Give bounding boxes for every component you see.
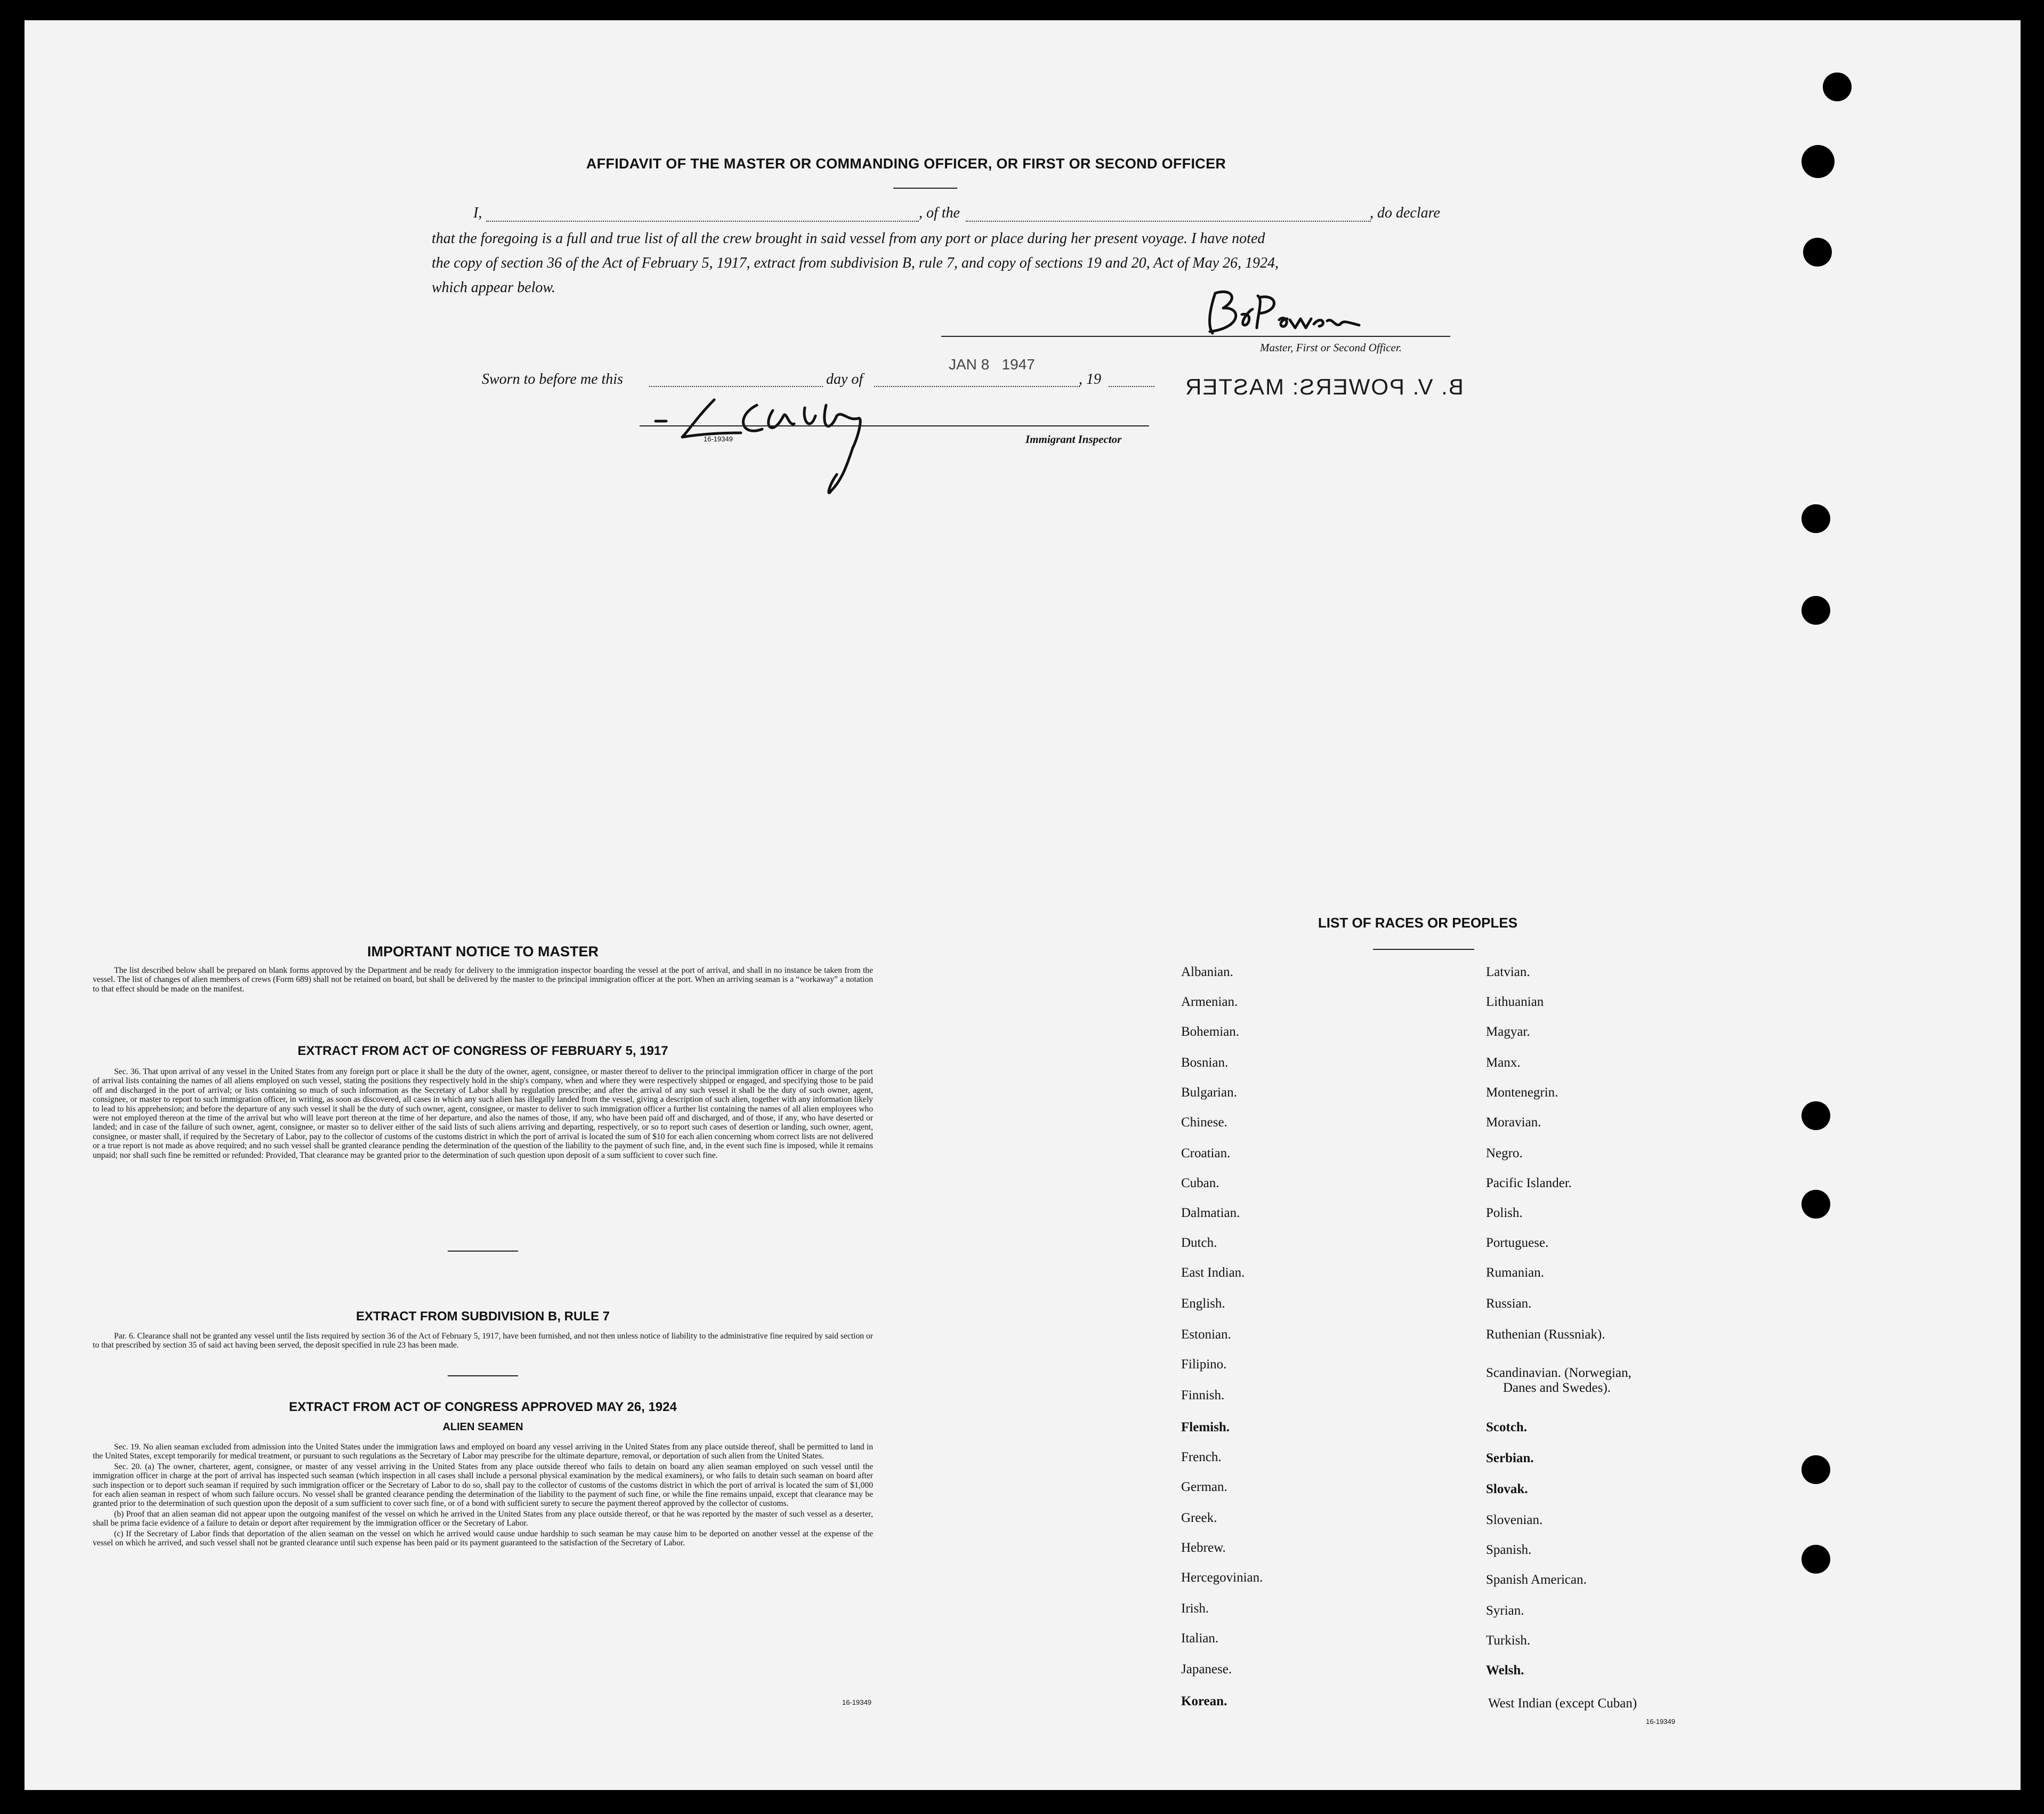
notice-title: IMPORTANT NOTICE TO MASTER bbox=[367, 944, 599, 960]
race-item: Danes and Swedes). bbox=[1503, 1381, 1611, 1395]
race-item: Magyar. bbox=[1486, 1025, 1530, 1039]
race-item: Lithuanian bbox=[1486, 995, 1544, 1009]
notice-text bbox=[93, 966, 873, 995]
punch-hole bbox=[1823, 72, 1852, 101]
race-item: Polish. bbox=[1486, 1206, 1523, 1220]
race-item: Spanish. bbox=[1486, 1543, 1532, 1557]
race-item: Croatian. bbox=[1181, 1146, 1231, 1160]
race-item: West Indian (except Cuban) bbox=[1488, 1696, 1637, 1711]
section-20b-paragraph: (b) Proof that an alien seaman did not appear upon the outgoing manifest of the vessel on which he arrived in the United States from any place outside thereof, or that he was reported by the master of such vessel as a deserter, shall be prima facie evidence of a failure to detain or deport after requirement by the immigration officer or the Secretary of Labor. bbox=[93, 1509, 873, 1528]
alien-seamen-subtitle: ALIEN SEAMEN bbox=[442, 1421, 523, 1433]
form-number: 16-19349 bbox=[1646, 1718, 1675, 1726]
race-item: Slovak. bbox=[1486, 1482, 1528, 1496]
master-name-stamp: B. V. POWERS: MASTER bbox=[1184, 374, 1464, 399]
race-item: Korean. bbox=[1181, 1694, 1227, 1708]
sworn-year: , 19 bbox=[1079, 371, 1101, 388]
race-item: East Indian. bbox=[1181, 1265, 1245, 1280]
inspector-caption: Immigrant Inspector bbox=[1025, 433, 1122, 446]
inspector-signature-line[interactable] bbox=[640, 425, 1149, 426]
declaration-text-line: which appear below. bbox=[432, 279, 556, 296]
affidavit-title: AFFIDAVIT OF THE MASTER OR COMMANDING OFFICER, OR FIRST OR SECOND OFFICER bbox=[586, 156, 1226, 172]
race-item: Serbian. bbox=[1486, 1451, 1534, 1465]
race-item: English. bbox=[1181, 1296, 1225, 1311]
race-item: Ruthenian (Russniak). bbox=[1486, 1327, 1605, 1342]
race-item: Irish. bbox=[1181, 1601, 1209, 1616]
race-item: Welsh. bbox=[1486, 1663, 1524, 1678]
race-item: Filipino. bbox=[1181, 1357, 1227, 1372]
title-underline bbox=[893, 188, 957, 189]
declaration-suffix: , do declare bbox=[1370, 205, 1440, 221]
race-item: German. bbox=[1181, 1480, 1227, 1494]
race-item: Japanese. bbox=[1181, 1662, 1232, 1676]
race-item: Portuguese. bbox=[1486, 1236, 1549, 1250]
form-number: 16-19349 bbox=[842, 1698, 871, 1706]
punch-hole bbox=[1801, 1190, 1830, 1219]
punch-hole bbox=[1801, 1101, 1830, 1130]
sworn-year-field[interactable] bbox=[1109, 386, 1154, 387]
race-item: Bulgarian. bbox=[1181, 1085, 1237, 1100]
race-item: Negro. bbox=[1486, 1146, 1523, 1160]
race-item: Syrian. bbox=[1486, 1603, 1524, 1618]
race-item: Bohemian. bbox=[1181, 1025, 1240, 1039]
sworn-day-of: day of bbox=[826, 371, 863, 388]
extract-1924-title: EXTRACT FROM ACT OF CONGRESS APPROVED MAY 26, 1924 bbox=[289, 1400, 677, 1414]
race-item: Bosnian. bbox=[1181, 1055, 1229, 1070]
declaration-prefix: I, bbox=[473, 205, 482, 221]
section-36-paragraph: Sec. 36. That upon arrival of any vessel in the United States from any foreign port or place it shall be the duty of the owner, agent, consignee, or master thereof to deliver to the principal immigration officer in charge of the port of arrival lists containing the names of all aliens employed on such vessel, stating the positions they respectively hold in the ship's company, when and where they were respectively shipped or engaged, and specifying those to be paid off and discharged in the port of arrival; or lists containing so much of such information as the Secretary of Labor shall by regulation prescribe; and after the arrival of any such vessel it shall be the duty of such owner, agent, consignee, or master to report to such immigration officer, in writing, as soon as discovered, all cases in which any such alien has illegally landed from the vessel, giving a description of such alien, together with any information likely to lead to his apprehension; and before the departure of any such vessel it shall be the duty of such owner, agent, consignee, or master to deliver to such immigration officer a further list containing the names of all alien employees who were not employed thereon at the time of the arrival but who will leave port thereon at the time of her departure, and also the names of those, if any, who have been paid off and discharged, and of those, if any, who have deserted or landed; and in case of the failure of such owner, agent, consignee, or master so to deliver either of the said lists of such aliens arriving and departing, respectively, or so to report such cases of desertion or landing, such owner, agent, consignee, or master shall, if required by the Secretary of Labor, pay to the collector of customs of the customs district in which the port of arrival is located the sum of $10 for each alien concerning whom correct lists are not delivered or a true report is not made as above required; and no such vessel shall be granted clearance pending the determination of the question of the liability to the payment of such fine, and, in the event such fine is imposed, while it remains unpaid; nor shall such fine be remitted or refunded: Provided, That clearance may be granted prior to the determination of such question upon deposit of a sum sufficient to cover such fine. bbox=[93, 1067, 873, 1160]
extract-1924-text bbox=[93, 1442, 873, 1549]
race-item: Manx. bbox=[1486, 1055, 1521, 1070]
extract-1917-text bbox=[93, 1067, 873, 1161]
race-item: Armenian. bbox=[1181, 995, 1238, 1009]
rule7-title: EXTRACT FROM SUBDIVISION B, RULE 7 bbox=[356, 1309, 610, 1324]
section-19-paragraph: Sec. 19. No alien seaman excluded from admission into the United States under the immigration laws and employed on board any vessel arriving in the United States from any place outside thereof, shall be permitted to land in the United States, except temporarily for medical treatment, or pursuant to such regulations as the Secretary of Labor may prescribe for the ultimate departure, removal, or deportation of such alien from the United States. bbox=[93, 1442, 873, 1461]
race-item: Scandinavian. (Norwegian, bbox=[1486, 1366, 1631, 1380]
declaration-text-line: the copy of section 36 of the Act of February 5, 1917, extract from subdivision B, rule 7, and copy of sections 19 and 20, Act of May 26, 1924, bbox=[432, 255, 1279, 271]
race-item: Greek. bbox=[1181, 1511, 1217, 1525]
rule7-text bbox=[93, 1332, 873, 1351]
section-20a-paragraph: Sec. 20. (a) The owner, charterer, agent, consignee, or master of any vessel arriving in the United States from any place outside thereof who fails to detain on board any alien seaman employed on such vessel until the immigration officer in charge at the port of arrival has inspected such seaman (which inspection in all cases shall include a personal physical examination by the medical examiners), or who fails to detain such seaman on board after such inspection or to deport such seaman if required by such immigration officer or the Secretary of Labor to do so, shall pay to the collector of customs of the customs district in which the port of arrival is located the sum of $1,000 for each alien seaman in respect of whom such failure occurs. No vessel shall be granted clearance pending the determination of the liability to the payment of such fine, or while the fine remains unpaid, except that clearance may be granted prior to the determination of such question upon the deposit of a sum sufficient to cover such fine, or of a bond with sufficient surety to secure the payment thereof approved by the collector of customs. bbox=[93, 1462, 873, 1509]
races-title: LIST OF RACES OR PEOPLES bbox=[1318, 915, 1518, 931]
punch-hole bbox=[1801, 1455, 1830, 1484]
race-item: Spanish American. bbox=[1486, 1573, 1587, 1587]
race-item: Montenegrin. bbox=[1486, 1085, 1558, 1100]
master-caption: Master, First or Second Officer. bbox=[1260, 341, 1402, 354]
race-item: Italian. bbox=[1181, 1631, 1219, 1646]
race-item: Moravian. bbox=[1486, 1115, 1541, 1130]
punch-hole bbox=[1801, 504, 1830, 533]
race-item: Hercegovinian. bbox=[1181, 1570, 1263, 1585]
race-item: Latvian. bbox=[1486, 965, 1530, 979]
master-signature-line[interactable] bbox=[941, 336, 1450, 337]
section-divider bbox=[448, 1251, 518, 1252]
notice-paragraph: The list described below shall be prepared on blank forms approved by the Department and be ready for delivery to the immigration inspector boarding the vessel at the port of arrival, and shall in no instance be taken from the vessel. The list of changes of alien members of crews (Form 689) shall not be retained on board, but shall be delivered by the master to the principal immigration officer at the port. When an arriving seaman is a “workaway” a notation to that effect should be made on the manifest. bbox=[93, 966, 873, 994]
race-item: French. bbox=[1181, 1450, 1222, 1464]
race-item: Scotch. bbox=[1486, 1420, 1528, 1434]
race-item: Russian. bbox=[1486, 1296, 1532, 1311]
race-item: Hebrew. bbox=[1181, 1541, 1226, 1555]
races-title-underline bbox=[1373, 949, 1474, 950]
declaration-of-the: , of the bbox=[919, 205, 960, 221]
race-item: Dutch. bbox=[1181, 1236, 1217, 1250]
section-20c-paragraph: (c) If the Secretary of Labor finds that deportation of the alien seaman on the vessel on which he arrived would cause undue hardship to such seaman he may cause him to be deported on another vessel at the expense of the vessel on which he arrived, and such vessel shall not be granted clearance until such expense has been paid or its payment guaranteed to the satisfaction of the Secretary of Labor. bbox=[93, 1529, 873, 1548]
date-stamp: JAN 8 1947 bbox=[949, 356, 1035, 373]
inspector-signature bbox=[634, 384, 954, 506]
extract-1917-title: EXTRACT FROM ACT OF CONGRESS OF FEBRUARY 5, 1917 bbox=[297, 1044, 668, 1058]
punch-hole bbox=[1801, 1545, 1830, 1574]
declarant-name-field[interactable] bbox=[486, 221, 919, 222]
race-item: Pacific Islander. bbox=[1486, 1176, 1572, 1190]
section-divider bbox=[448, 1375, 518, 1376]
punch-hole bbox=[1801, 145, 1835, 178]
race-item: Slovenian. bbox=[1486, 1513, 1543, 1527]
race-item: Albanian. bbox=[1181, 965, 1233, 979]
punch-hole bbox=[1801, 596, 1830, 625]
race-item: Rumanian. bbox=[1486, 1265, 1545, 1280]
declaration-text-line: that the foregoing is a full and true list of all the crew brought in said vessel from any port or place during her present voyage. I have noted bbox=[432, 230, 1265, 247]
race-item: Chinese. bbox=[1181, 1115, 1227, 1130]
rule7-paragraph: Par. 6. Clearance shall not be granted any vessel until the lists required by section 36 of the Act of February 5, 1917, have been furnished, and not then unless notice of liability to the administrative fine required by said section or to that prescribed by section 35 of said act having been served, the deposit specified in rule 23 has been made. bbox=[93, 1332, 873, 1350]
race-item: Estonian. bbox=[1181, 1327, 1231, 1342]
master-signature bbox=[1199, 283, 1370, 341]
race-item: Turkish. bbox=[1486, 1633, 1531, 1648]
sworn-prefix: Sworn to before me this bbox=[482, 371, 623, 388]
punch-hole bbox=[1803, 238, 1832, 267]
form-number: 16-19349 bbox=[704, 435, 733, 443]
vessel-name-field[interactable] bbox=[966, 221, 1371, 222]
race-item: Flemish. bbox=[1181, 1420, 1230, 1434]
race-item: Finnish. bbox=[1181, 1388, 1225, 1402]
race-item: Cuban. bbox=[1181, 1176, 1219, 1190]
race-item: Dalmatian. bbox=[1181, 1206, 1240, 1220]
